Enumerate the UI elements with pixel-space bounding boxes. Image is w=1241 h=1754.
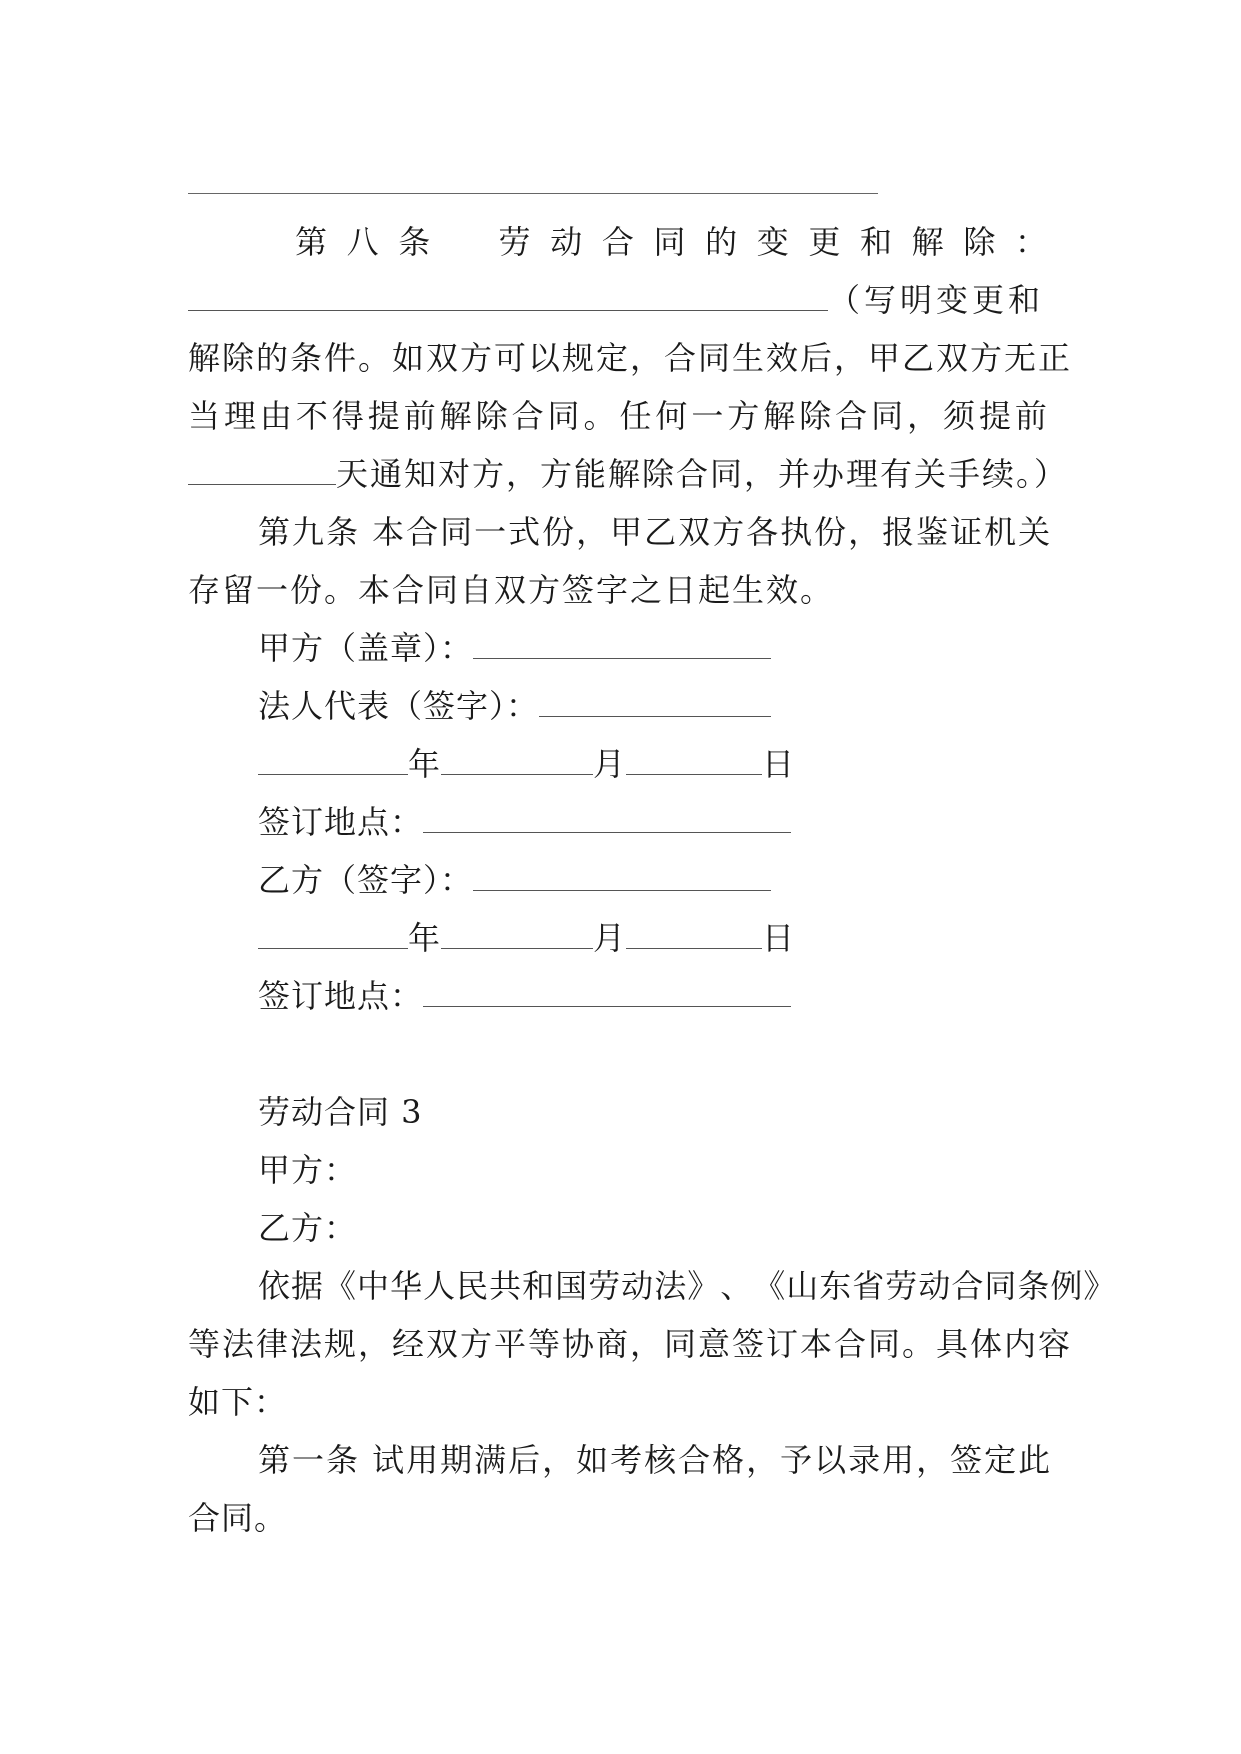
char: 提: [367, 397, 401, 435]
legal-rep-row: [258, 686, 1048, 726]
date-row-b: [258, 918, 1048, 958]
char: 劳: [885, 1267, 919, 1305]
char: [450, 222, 480, 262]
char: 山: [786, 1267, 820, 1305]
char: 的: [705, 223, 739, 261]
place-label-b: 签订地点：: [258, 977, 424, 1015]
char: 条: [398, 223, 432, 261]
char: 中: [357, 1267, 391, 1305]
article8-line4: [188, 396, 1048, 436]
char: 劳: [498, 223, 532, 261]
day-blank-a[interactable]: [626, 744, 762, 775]
char: 合: [835, 397, 869, 435]
char: 人: [423, 1267, 457, 1305]
char: 国: [555, 1267, 589, 1305]
char: 华: [390, 1267, 424, 1305]
char: 八: [346, 223, 380, 261]
article8-line2-text: （写明变更和: [828, 281, 1045, 319]
char: 同: [547, 397, 581, 435]
char: 提: [978, 397, 1012, 435]
contract3-intro-line3: 如下：: [188, 1383, 288, 1421]
place-blank-a[interactable]: [423, 802, 791, 833]
contract3-title: 劳动合同 3: [258, 1093, 423, 1131]
char: 理: [223, 397, 257, 435]
char: 方: [727, 397, 761, 435]
date-row-a: [258, 744, 1048, 784]
char: 前: [403, 397, 437, 435]
char: 除: [963, 223, 997, 261]
char: 同: [871, 397, 905, 435]
contract3-party-b: 乙方：: [258, 1209, 358, 1247]
notice-days-blank[interactable]: [188, 454, 336, 485]
party-b-sign-blank[interactable]: [473, 860, 771, 891]
char: 东: [819, 1267, 853, 1305]
legal-rep-blank[interactable]: [539, 686, 771, 717]
top-rule-line: [188, 193, 878, 194]
contract3-intro-line2: 等法律法规，经双方平等协商，同意签订本合同。具体内容: [188, 1325, 1073, 1363]
char: 合: [511, 397, 545, 435]
char: 动: [621, 1267, 655, 1305]
char: 动: [550, 223, 584, 261]
char: 动: [918, 1267, 952, 1305]
month-label-a: 月: [593, 745, 627, 783]
article9-line2: 存留一份。本合同自双方签字之日起生效。: [188, 571, 835, 609]
char: 除: [799, 397, 833, 435]
char: 合: [601, 223, 635, 261]
year-label-b: 年: [408, 919, 442, 957]
article8-line5-text: 天通知对方，方能解除合同，并办理有关手续。）: [336, 455, 1069, 493]
month-blank-a[interactable]: [441, 744, 593, 775]
day-label-a: 日: [762, 745, 796, 783]
place-blank-b[interactable]: [423, 976, 791, 1007]
char: 任: [619, 397, 653, 435]
change-terms-blank[interactable]: [188, 280, 828, 311]
char: ：: [1014, 223, 1048, 261]
char: ，: [907, 397, 941, 435]
char: 条: [1017, 1267, 1051, 1305]
char: 前: [1014, 397, 1048, 435]
party-a-seal-blank[interactable]: [473, 628, 771, 659]
char: 同: [984, 1267, 1018, 1305]
char: 何: [655, 397, 689, 435]
month-blank-b[interactable]: [441, 918, 593, 949]
char: 《: [753, 1267, 787, 1305]
char: 。: [583, 397, 617, 435]
char: 变: [756, 223, 790, 261]
contract3-article1-line1: 第一条 试用期满后，如考核合格，予以录用，签定此: [258, 1441, 1053, 1479]
char: 解: [911, 223, 945, 261]
char: 《: [324, 1267, 358, 1305]
month-label-b: 月: [593, 919, 627, 957]
char: 民: [456, 1267, 490, 1305]
article8-line3: 解除的条件。如双方可以规定，合同生效后，甲乙双方无正: [188, 339, 1073, 377]
char: 得: [331, 397, 365, 435]
article8-line5: [188, 454, 1069, 494]
char: 除: [475, 397, 509, 435]
day-label-b: 日: [762, 919, 796, 957]
contract3-intro-line1: [258, 1266, 1117, 1306]
article9-line1: 第九条 本合同一式份，甲乙双方各执份，报鉴证机关: [258, 513, 1053, 551]
char: 须: [943, 397, 977, 435]
year-label-a: 年: [408, 745, 442, 783]
char: 更: [808, 223, 842, 261]
year-blank-a[interactable]: [258, 744, 408, 775]
contract3-article1-line2: 合同。: [188, 1499, 288, 1537]
party-a-seal-row: [258, 628, 1048, 668]
char: 、: [720, 1267, 754, 1305]
char: 劳: [588, 1267, 622, 1305]
place-row-b: [258, 976, 1048, 1016]
char: 省: [852, 1267, 886, 1305]
char: 依: [258, 1267, 292, 1305]
legal-rep-label: 法人代表（签字）：: [258, 687, 540, 725]
char: 解: [763, 397, 797, 435]
party-b-sign-row: [258, 860, 1048, 900]
char: 》: [1083, 1267, 1117, 1305]
char: 合: [951, 1267, 985, 1305]
char: 同: [653, 223, 687, 261]
contract3-party-a: 甲方：: [258, 1151, 358, 1189]
char: 法: [654, 1267, 688, 1305]
place-label-a: 签订地点：: [258, 803, 424, 841]
article8-line2: [188, 280, 1048, 320]
party-a-seal-label: 甲方（盖章）：: [258, 629, 474, 667]
char: 例: [1050, 1267, 1084, 1305]
char: 当: [188, 397, 222, 435]
char: 第: [295, 223, 329, 261]
char: 一: [691, 397, 725, 435]
char: 》: [687, 1267, 721, 1305]
article8-heading: [295, 222, 1048, 262]
char: 由: [259, 397, 293, 435]
char: 和: [522, 1267, 556, 1305]
party-b-sign-label: 乙方（签字）：: [258, 861, 474, 899]
char: 和: [860, 223, 894, 261]
char: 解: [439, 397, 473, 435]
char: 共: [489, 1267, 523, 1305]
day-blank-b[interactable]: [626, 918, 762, 949]
char: 不: [295, 397, 329, 435]
place-row-a: [258, 802, 1048, 842]
char: 据: [291, 1267, 325, 1305]
year-blank-b[interactable]: [258, 918, 408, 949]
